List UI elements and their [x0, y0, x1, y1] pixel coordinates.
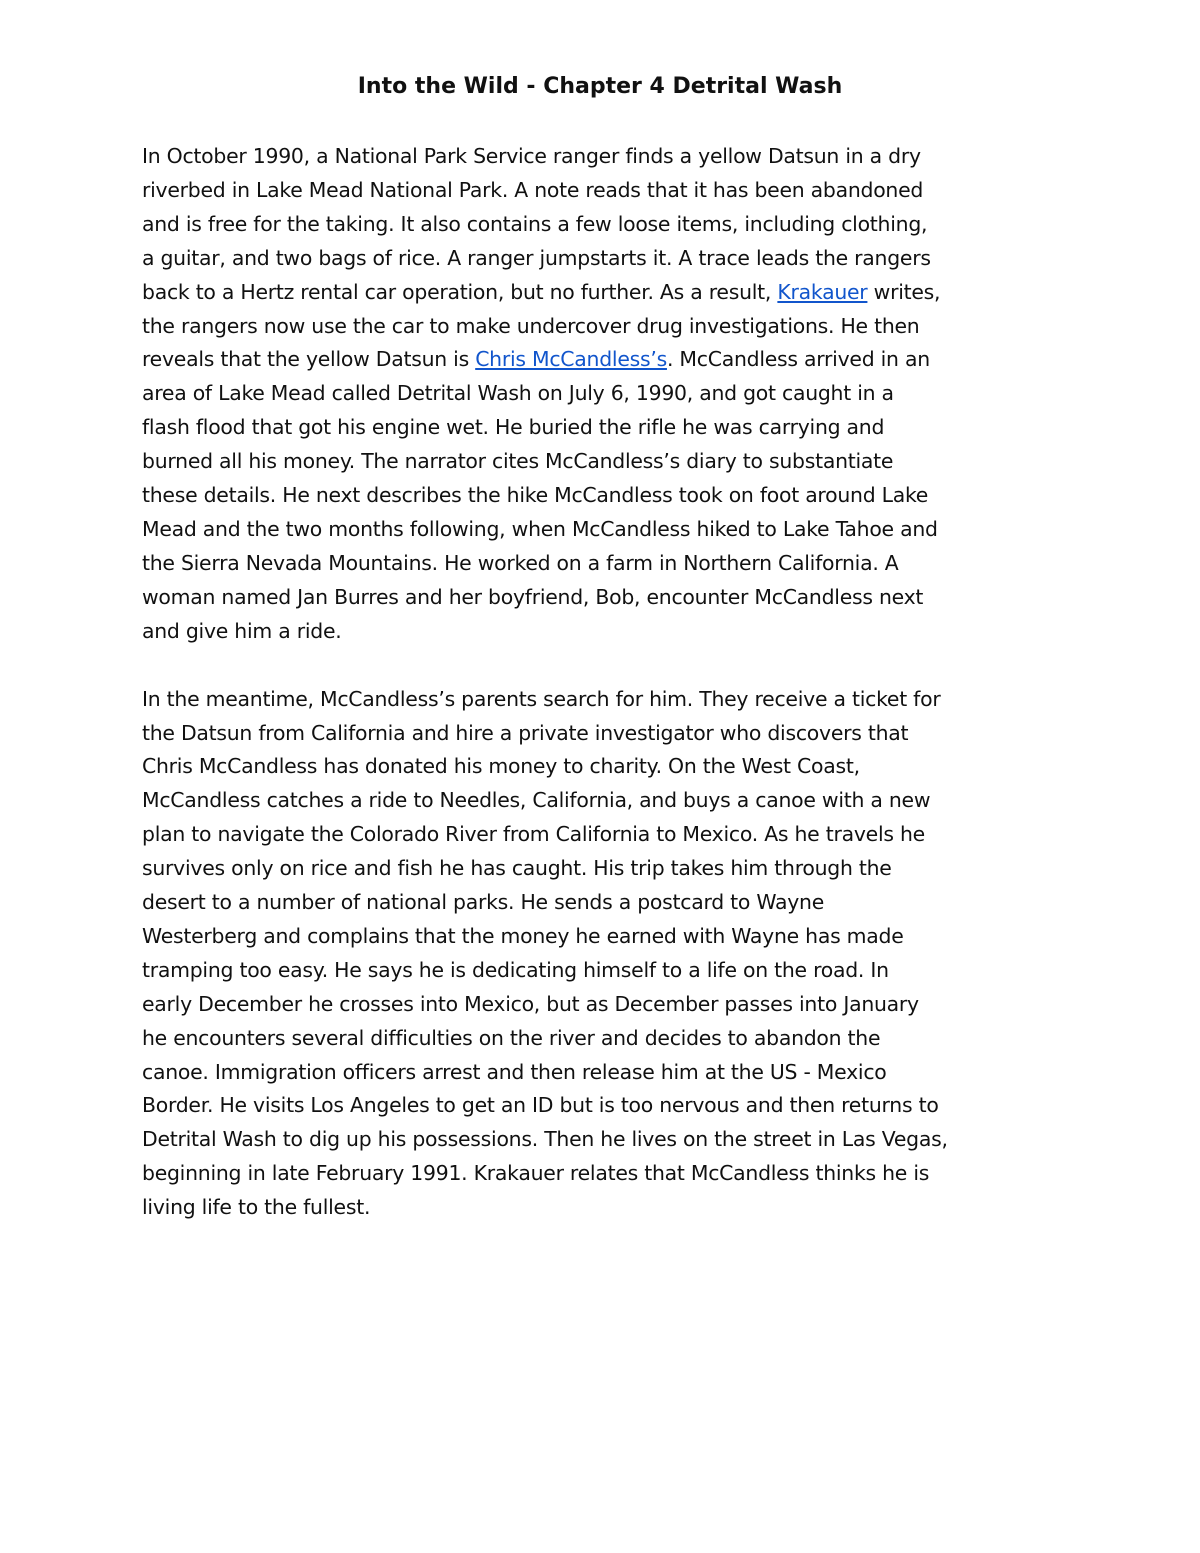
- text-line: Border. He visits Los Angeles to get an ID but is too nervous and then returns to: [142, 1093, 939, 1118]
- text-line: and is free for the taking. It also contains a few loose items, including clothing,: [142, 211, 928, 236]
- text-segment: writes,: [867, 279, 941, 304]
- paragraph-1: [142, 140, 1062, 649]
- text-line: [142, 343, 1062, 377]
- text-line: Chris McCandless has donated his money to charity. On the West Coast,: [142, 754, 860, 779]
- text-line: the Datsun from California and hire a private investigator who discovers that: [142, 720, 909, 745]
- text-line: plan to navigate the Colorado River from California to Mexico. As he travels he: [142, 822, 925, 847]
- text-line: the rangers now use the car to make undercover drug investigations. He then: [142, 313, 920, 338]
- text-line: canoe. Immigration officers arrest and then release him at the US - Mexico: [142, 1059, 887, 1084]
- text-line: living life to the fullest.: [142, 1195, 371, 1220]
- krakauer-link[interactable]: Krakauer: [777, 279, 868, 304]
- text-line: In October 1990, a National Park Service ranger finds a yellow Datsun in a dry: [142, 144, 921, 168]
- text-line: tramping too easy. He says he is dedicating himself to a life on the road. In: [142, 957, 889, 982]
- text-segment: reveals that the yellow Datsun is: [142, 347, 476, 372]
- text-line: riverbed in Lake Mead National Park. A note reads that it has been abandoned: [142, 177, 924, 202]
- text-line: a guitar, and two bags of rice. A ranger jumpstarts it. A trace leads the rangers: [142, 245, 931, 270]
- document-body: [142, 140, 1062, 1225]
- text-line: he encounters several difficulties on the river and decides to abandon the: [142, 1025, 881, 1050]
- text-segment: back to a Hertz rental car operation, but no further. As a result,: [142, 279, 778, 304]
- text-line: desert to a number of national parks. He sends a postcard to Wayne: [142, 890, 824, 915]
- text-segment: . McCandless arrived in an: [666, 347, 930, 372]
- text-line: the Sierra Nevada Mountains. He worked on a farm in Northern California. A: [142, 550, 899, 575]
- text-line: McCandless catches a ride to Needles, California, and buys a canoe with a new: [142, 788, 931, 813]
- chris-mccandless-link[interactable]: Chris McCandless’s: [475, 347, 667, 372]
- text-line: In the meantime, McCandless’s parents search for him. They receive a ticket for: [142, 686, 941, 711]
- text-line: these details. He next describes the hike McCandless took on foot around Lake: [142, 483, 929, 508]
- text-line: survives only on rice and fish he has caught. His trip takes him through the: [142, 856, 892, 881]
- document-title: Into the Wild - Chapter 4 Detrital Wash: [357, 74, 843, 99]
- text-line: and give him a ride.: [142, 618, 342, 643]
- text-line: Detrital Wash to dig up his possessions. Then he lives on the street in Las Vegas,: [142, 1127, 948, 1152]
- text-line: [142, 276, 1062, 310]
- text-line: woman named Jan Burres and her boyfriend, Bob, encounter McCandless next: [142, 584, 924, 609]
- text-line: area of Lake Mead called Detrital Wash on July 6, 1990, and got caught in a: [142, 381, 894, 406]
- text-line: Westerberg and complains that the money he earned with Wayne has made: [142, 923, 904, 948]
- text-line: burned all his money. The narrator cites McCandless’s diary to substantiate: [142, 449, 894, 474]
- paragraph-2: [142, 683, 1062, 1226]
- text-line: flash flood that got his engine wet. He buried the rifle he was carrying and: [142, 415, 885, 440]
- text-line: early December he crosses into Mexico, but as December passes into January: [142, 991, 919, 1016]
- text-line: Mead and the two months following, when McCandless hiked to Lake Tahoe and: [142, 516, 938, 541]
- text-line: beginning in late February 1991. Krakauer relates that McCandless thinks he is: [142, 1161, 930, 1186]
